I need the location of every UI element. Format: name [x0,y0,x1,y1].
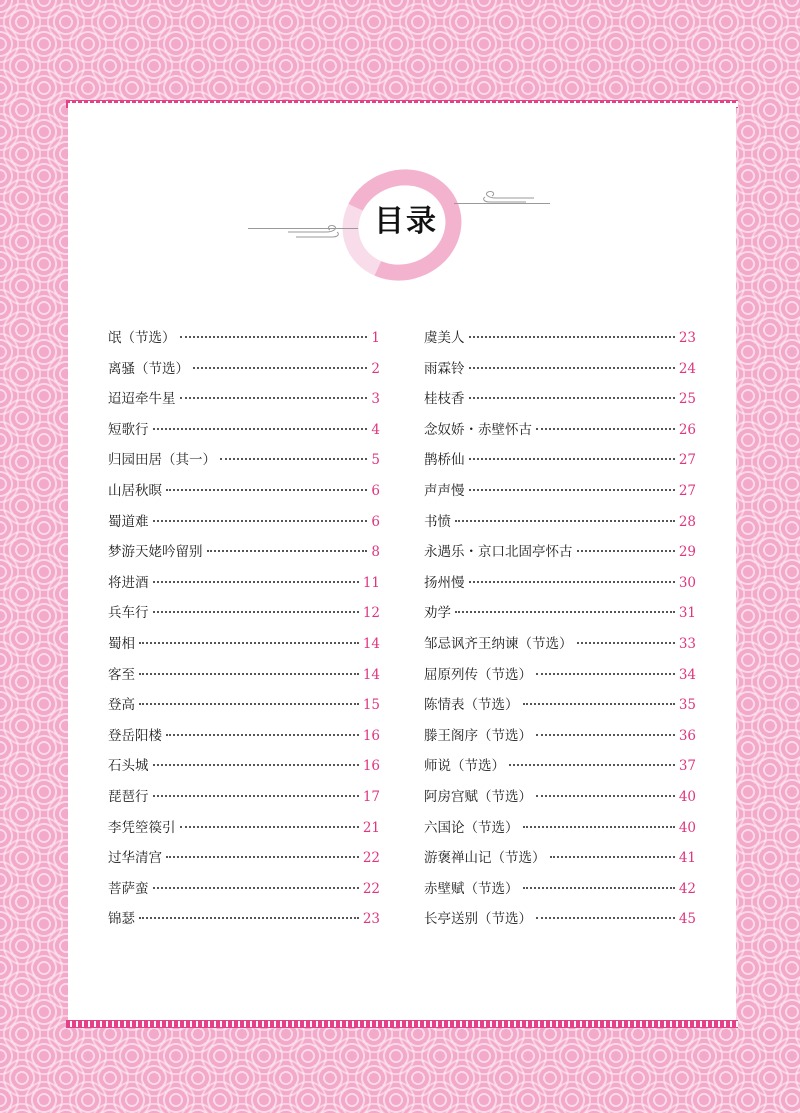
toc-entry-page: 41 [678,850,696,867]
toc-entry[interactable] [108,785,380,816]
dot-leader [166,489,367,491]
toc-entry-page: 8 [371,544,380,561]
toc-entry-title: 登高 [108,697,135,714]
right-cloud-curl-icon [476,186,536,206]
toc-entry[interactable] [108,326,380,357]
toc-entry-page: 21 [362,819,380,836]
toc-entry[interactable] [424,663,696,694]
toc-entry[interactable] [424,540,696,571]
dot-leader [536,734,675,736]
toc-entry-title: 蜀道难 [108,513,149,530]
toc-entry-page: 29 [678,544,696,561]
dot-leader [550,856,675,858]
toc-entry-page: 34 [678,666,696,683]
toc-entry[interactable] [424,724,696,755]
toc-entry-title: 菩萨蛮 [108,880,149,897]
toc-entry-title: 李凭箜篌引 [108,819,176,836]
toc-entry[interactable] [108,540,380,571]
toc-entry-page: 27 [678,482,696,499]
toc-entry[interactable] [108,357,380,388]
toc-entry-page: 5 [371,452,380,469]
toc-entry-title: 兵车行 [108,605,149,622]
dot-leader [455,611,675,613]
toc-entry-title: 将进酒 [108,574,149,591]
toc-entry[interactable] [424,601,696,632]
toc-entry-page: 31 [678,605,696,622]
toc-entry[interactable] [108,479,380,510]
toc-entry[interactable] [108,601,380,632]
toc-entry-title: 念奴娇・赤壁怀古 [424,421,532,438]
dot-leader [180,336,368,338]
dot-leader [469,336,675,338]
toc-entry-title: 客至 [108,666,135,683]
toc-entry-title: 劝学 [424,605,451,622]
toc-entry-title: 登岳阳楼 [108,727,162,744]
toc-entry-page: 11 [362,574,380,591]
toc-entry-title: 离骚（节选） [108,360,189,377]
dot-leader [469,367,675,369]
toc-entry[interactable] [424,693,696,724]
dot-leader [180,397,368,399]
dot-leader [523,887,675,889]
toc-left-column [108,326,380,938]
toc-entry-title: 滕王阁序（节选） [424,727,532,744]
toc-entry[interactable] [424,510,696,541]
dot-leader [207,550,368,552]
toc-entry-title: 迢迢牵牛星 [108,391,176,408]
toc-entry-page: 1 [371,330,380,346]
dot-leader [469,458,675,460]
toc-entry[interactable] [108,724,380,755]
toc-entry-page: 2 [371,360,380,377]
toc-entry-title: 蜀相 [108,635,135,652]
toc-entry[interactable] [424,632,696,663]
toc-entry-page: 36 [678,727,696,744]
toc-entry-title: 梦游天姥吟留别 [108,544,203,561]
dot-leader [536,795,675,797]
dot-leader [153,581,359,583]
dot-leader [166,734,359,736]
toc-entry-title: 雨霖铃 [424,360,465,377]
toc-entry[interactable] [424,846,696,877]
toc-entry[interactable] [424,479,696,510]
toc-entry[interactable] [108,387,380,418]
dot-leader [166,856,359,858]
toc-entry[interactable] [424,754,696,785]
toc-entry-title: 鹊桥仙 [424,452,465,469]
toc-entry-page: 42 [678,880,696,897]
toc-entry-title: 氓（节选） [108,330,176,346]
toc-entry-title: 阿房宫赋（节选） [424,788,532,805]
dot-leader [509,764,675,766]
toc-entry[interactable] [108,663,380,694]
dot-leader [180,826,359,828]
toc-entry-page: 37 [678,758,696,775]
dot-leader [153,520,368,522]
toc-entry[interactable] [424,418,696,449]
toc-entry-title: 短歌行 [108,421,149,438]
toc-entry-title: 琵琶行 [108,788,149,805]
toc-entry-page: 15 [362,697,380,714]
toc-entry-page: 4 [371,421,380,438]
toc-entry[interactable] [424,448,696,479]
toc-entry[interactable] [108,693,380,724]
toc-entry-page: 24 [678,360,696,377]
toc-entry-title: 永遇乐・京口北固亭怀古 [424,544,573,561]
dot-leader [153,795,359,797]
toc-right-column [424,326,696,938]
toc-entry-title: 过华清宫 [108,850,162,867]
dot-leader [523,826,675,828]
toc-entry[interactable] [108,418,380,449]
dot-leader [523,703,675,705]
toc-entry-title: 桂枝香 [424,391,465,408]
toc-entry[interactable] [424,387,696,418]
dot-leader [577,550,675,552]
toc-entry-page: 12 [362,605,380,622]
toc-entry[interactable] [108,846,380,877]
toc-entry-title: 游褒禅山记（节选） [424,850,546,867]
dot-leader [469,489,675,491]
dot-leader [193,367,367,369]
toc-entry-title: 邹忌讽齐王纳谏（节选） [424,635,573,652]
toc-entry-title: 声声慢 [424,482,465,499]
bottom-border-band [66,1020,738,1028]
toc-entry-page: 3 [371,391,380,408]
toc-entry-page: 16 [362,727,380,744]
toc-entry-page: 16 [362,758,380,775]
toc-entry[interactable] [424,326,696,357]
toc-entry[interactable] [108,816,380,847]
dot-leader [139,917,359,919]
dot-leader [536,428,675,430]
toc-entry-title: 屈原列传（节选） [424,666,532,683]
page-title: 目录 [374,204,438,239]
title-area [0,0,800,300]
toc-entry-page: 14 [362,635,380,652]
dot-leader [220,458,367,460]
toc-entry-title: 赤壁赋（节选） [424,880,519,897]
toc-entry[interactable] [108,877,380,908]
toc-entry-title: 书愤 [424,513,451,530]
toc-entry-title: 虞美人 [424,330,465,346]
toc-entry[interactable] [108,448,380,479]
toc-entry-page: 40 [678,788,696,805]
dot-leader [536,917,675,919]
toc-entry-page: 25 [678,391,696,408]
toc-entry-title: 石头城 [108,758,149,775]
toc-entry[interactable] [108,510,380,541]
toc-entry[interactable] [424,816,696,847]
toc-entry-page: 30 [678,574,696,591]
toc-entry-page: 40 [678,819,696,836]
dot-leader [139,703,359,705]
toc-entry-page: 35 [678,697,696,714]
toc-entry-page: 6 [371,482,380,499]
toc-entry-title: 扬州慢 [424,574,465,591]
toc-entry-page: 28 [678,513,696,530]
dot-leader [153,764,359,766]
toc-entry-page: 14 [362,666,380,683]
toc-entry-page: 17 [362,788,380,805]
toc-entry[interactable] [424,571,696,602]
toc-entry-page: 22 [362,880,380,897]
toc-entry-page: 45 [678,911,696,928]
dot-leader [536,673,675,675]
toc-entry-page: 6 [371,513,380,530]
left-cloud-curl-icon [286,224,346,244]
toc-entry-page: 26 [678,421,696,438]
toc-entry-page: 33 [678,635,696,652]
toc-entry[interactable] [424,877,696,908]
toc-entry[interactable] [424,907,696,938]
dot-leader [153,428,368,430]
toc-entry[interactable] [424,785,696,816]
dot-leader [153,611,359,613]
toc-entry[interactable] [108,632,380,663]
toc-entry-page: 27 [678,452,696,469]
toc-entry[interactable] [424,357,696,388]
toc-entry[interactable] [108,571,380,602]
toc-entry-page: 23 [362,911,380,928]
dot-leader [153,887,359,889]
toc-entry[interactable] [108,754,380,785]
toc-entry-page: 22 [362,850,380,867]
toc-entry-page: 23 [678,330,696,346]
toc-entry-title: 归园田居（其一） [108,452,216,469]
dot-leader [577,642,675,644]
toc-entry-title: 山居秋暝 [108,482,162,499]
toc-entry-title: 师说（节选） [424,758,505,775]
toc-entry-title: 长亭送别（节选） [424,911,532,928]
toc-entry-title: 锦瑟 [108,911,135,928]
dot-leader [469,397,675,399]
dot-leader [139,673,359,675]
toc-entry-title: 六国论（节选） [424,819,519,836]
toc-entry[interactable] [108,907,380,938]
dot-leader [139,642,359,644]
toc-entry-title: 陈情表（节选） [424,697,519,714]
dot-leader [469,581,675,583]
dot-leader [455,520,675,522]
